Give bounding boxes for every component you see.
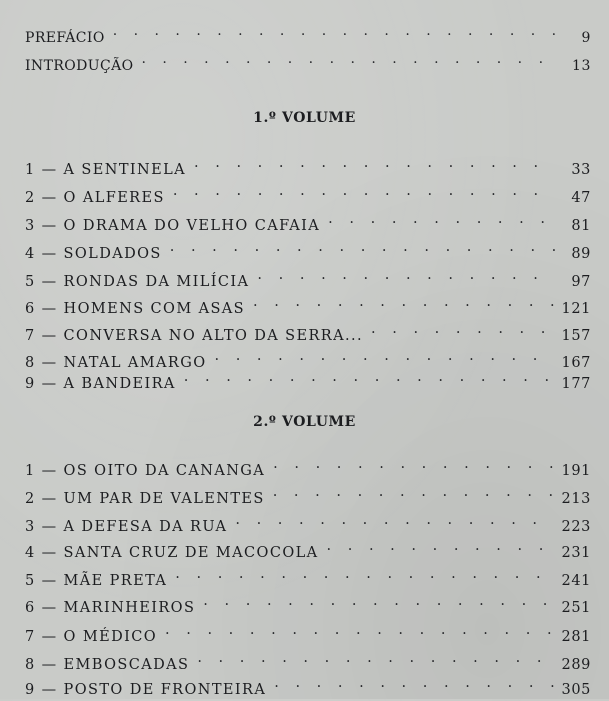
toc-entry-page: 281 xyxy=(561,629,591,645)
toc-entry-page: 81 xyxy=(571,218,591,234)
toc-entry-label: 8 — EMBOSCADAS xyxy=(25,657,190,673)
toc-entry-label: 1 — OS OITO DA CANANGA xyxy=(25,463,266,479)
toc-entry xyxy=(25,236,591,262)
toc-entry-label: 5 — MÃE PRETA xyxy=(25,573,168,589)
toc-entry-page: 223 xyxy=(561,519,591,535)
toc-entry-page: 241 xyxy=(561,573,591,589)
dot-leader xyxy=(175,563,555,585)
toc-entry xyxy=(25,208,591,234)
toc-entry-page: 177 xyxy=(561,376,591,392)
toc-entry-page: 89 xyxy=(571,246,591,262)
dot-leader xyxy=(170,236,555,258)
toc-entry-page: 305 xyxy=(561,682,591,698)
dot-leader xyxy=(253,291,555,313)
toc-entry-label: 2 — O ALFERES xyxy=(25,190,165,206)
toc-entry-page: 13 xyxy=(571,58,591,74)
toc-entry-page: 121 xyxy=(561,301,591,317)
toc-entry-label: 4 — SOLDADOS xyxy=(25,246,162,262)
toc-entry xyxy=(25,264,591,290)
toc-entry-label: 3 — A DEFESA DA RUA xyxy=(25,519,228,535)
toc-entry-label: 3 — O DRAMA DO VELHO CAFAIA xyxy=(25,218,321,234)
toc-entry-label: 9 — POSTO DE FRONTEIRA xyxy=(25,682,267,698)
dot-leader xyxy=(184,366,555,388)
toc-entry xyxy=(25,590,591,616)
dot-leader xyxy=(214,345,555,367)
toc-entry xyxy=(25,318,591,344)
dot-leader xyxy=(273,453,555,475)
toc-entry-page: 289 xyxy=(561,657,591,673)
toc-entry-label: 6 — MARINHEIROS xyxy=(25,600,196,616)
toc-entry-page: 9 xyxy=(581,30,591,46)
toc-entry xyxy=(25,291,591,317)
volume-heading-2: 2.º VOLUME xyxy=(253,414,356,430)
toc-entry-page: 167 xyxy=(561,355,591,371)
toc-entry xyxy=(25,563,591,589)
toc-entry-label: 7 — CONVERSA NO ALTO DA SERRA... xyxy=(25,328,364,344)
dot-leader xyxy=(327,535,555,557)
dot-leader xyxy=(113,20,555,42)
toc-entry xyxy=(25,152,591,178)
toc-entry xyxy=(25,180,591,206)
volume-heading-1: 1.º VOLUME xyxy=(253,110,356,126)
toc-entry xyxy=(25,535,591,561)
toc-entry-label: 4 — SANTA CRUZ DE MACOCOLA xyxy=(25,545,319,561)
toc-entry-label: 1 — A SENTINELA xyxy=(25,162,187,178)
dot-leader xyxy=(257,264,555,286)
toc-entry-page: 33 xyxy=(571,162,591,178)
toc-entry-label: INTRODUÇÃO xyxy=(25,58,134,74)
dot-leader xyxy=(274,672,555,694)
toc-entry-label: 7 — O MÉDICO xyxy=(25,629,158,645)
toc-entry-label: PREFÁCIO xyxy=(25,30,105,46)
dot-leader xyxy=(141,48,555,70)
toc-entry-page: 251 xyxy=(561,600,591,616)
toc-entry xyxy=(25,453,591,479)
toc-entry-label: 5 — RONDAS DA MILÍCIA xyxy=(25,274,250,290)
toc-entry-introduction xyxy=(25,48,591,74)
dot-leader xyxy=(194,152,555,174)
toc-entry xyxy=(25,509,591,535)
toc-entry xyxy=(25,366,591,392)
toc-entry-page: 231 xyxy=(561,545,591,561)
dot-leader xyxy=(203,590,555,612)
dot-leader xyxy=(371,318,555,340)
dot-leader xyxy=(173,180,555,202)
toc-entry-page: 213 xyxy=(561,491,591,507)
toc-entry-label: 9 — A BANDEIRA xyxy=(25,376,176,392)
toc-entry-page: 191 xyxy=(561,463,591,479)
toc-entry-label: 2 — UM PAR DE VALENTES xyxy=(25,491,265,507)
dot-leader xyxy=(235,509,555,531)
dot-leader xyxy=(197,647,555,669)
dot-leader xyxy=(328,208,555,230)
toc-entry-page: 47 xyxy=(571,190,591,206)
dot-leader xyxy=(165,619,555,641)
toc-entry xyxy=(25,345,591,371)
toc-entry xyxy=(25,672,591,698)
toc-entry-label: 8 — NATAL AMARGO xyxy=(25,355,207,371)
toc-entry-page: 157 xyxy=(561,328,591,344)
toc-entry-label: 6 — HOMENS COM ASAS xyxy=(25,301,245,317)
toc-entry xyxy=(25,647,591,673)
dot-leader xyxy=(273,481,555,503)
toc-entry xyxy=(25,619,591,645)
toc-entry-page: 97 xyxy=(571,274,591,290)
toc-entry xyxy=(25,481,591,507)
toc-entry-preface xyxy=(25,20,591,46)
